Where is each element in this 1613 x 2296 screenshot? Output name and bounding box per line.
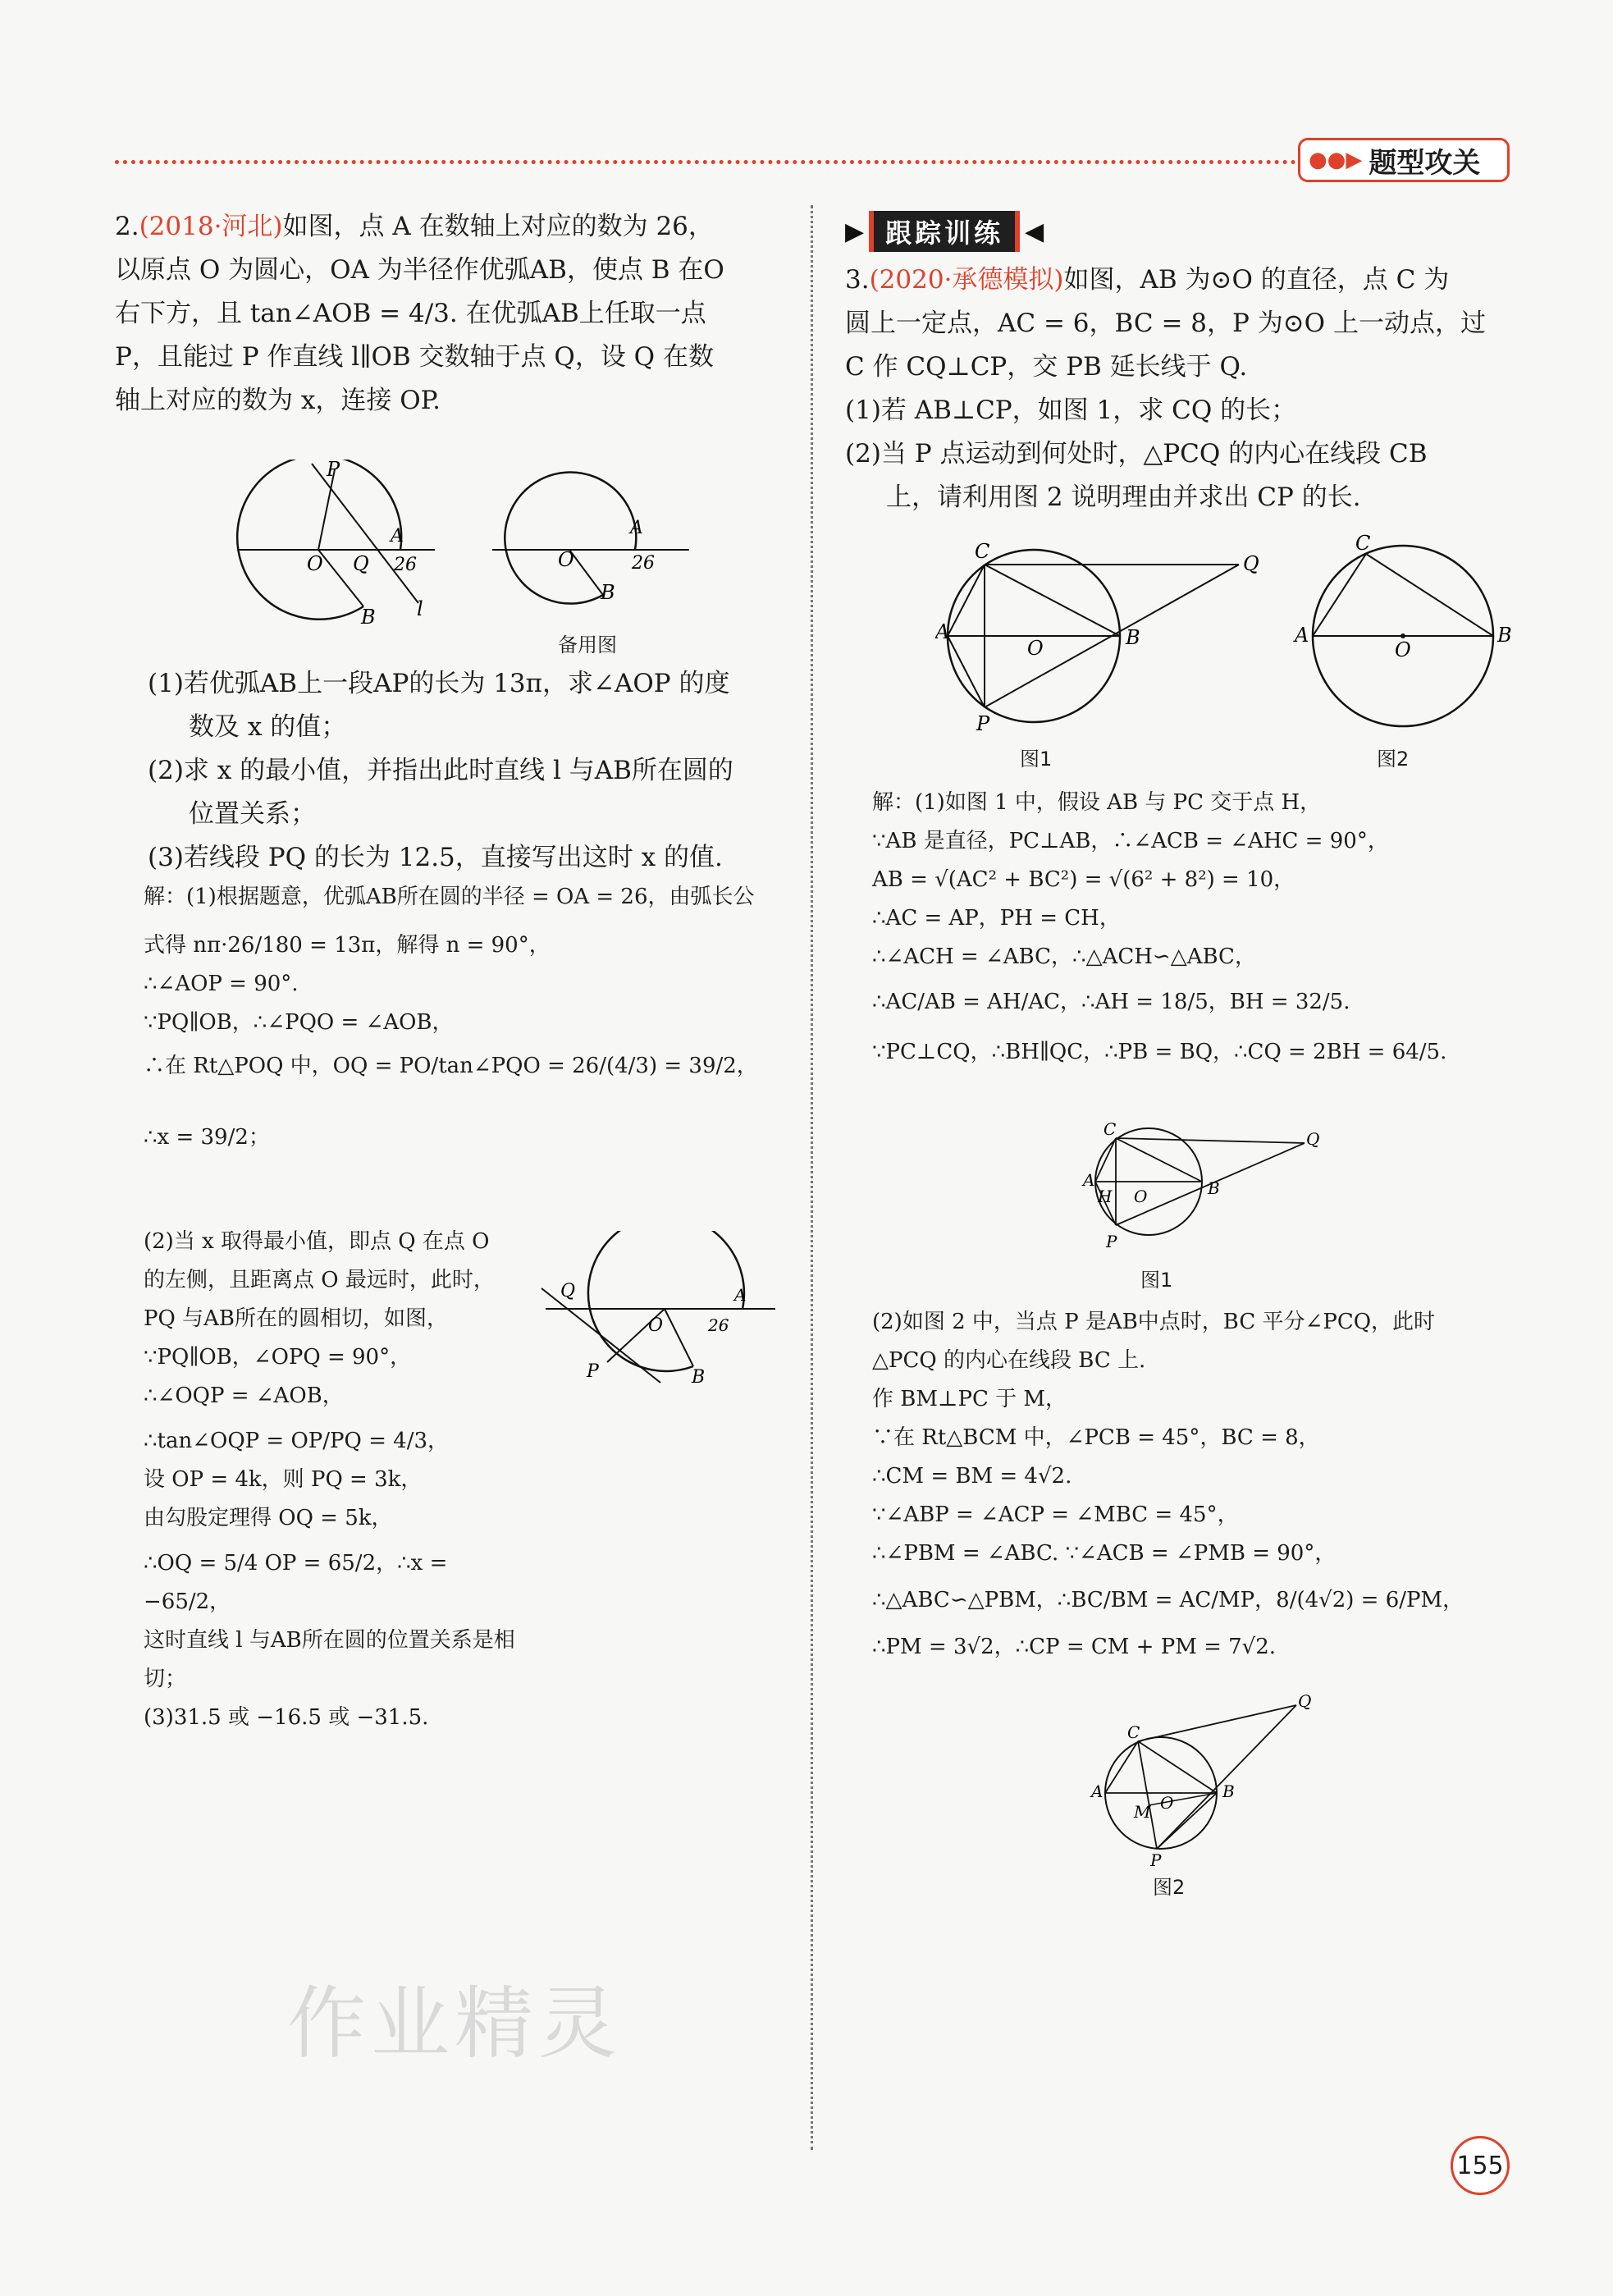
svg-text:B: B bbox=[1222, 1781, 1235, 1801]
triangle-right-icon: ▶ bbox=[845, 217, 865, 246]
q2-backup-caption: 备用图 bbox=[558, 633, 617, 656]
sol-line: ∴x = 39/2； bbox=[144, 1125, 270, 1150]
q2-solution-part2 bbox=[144, 1223, 537, 1737]
svg-text:A: A bbox=[935, 620, 950, 643]
svg-text:P: P bbox=[1106, 1232, 1117, 1251]
watermark: 作业精灵 bbox=[287, 1978, 622, 2070]
sol-line: 的左侧，且距离点 O 最远时，此时， bbox=[144, 1268, 495, 1292]
question-2 bbox=[115, 205, 788, 423]
q3-figures bbox=[935, 533, 1526, 755]
q3-fig2-caption: 图2 bbox=[1377, 748, 1410, 771]
sol-line: 解：(1)根据题意，优弧AB所在圆的半径 = OA = 26，由弧长公 bbox=[144, 885, 755, 909]
q2-figures bbox=[230, 460, 722, 648]
page-number: 155 bbox=[1451, 2136, 1510, 2195]
svg-text:B: B bbox=[1126, 626, 1140, 649]
q2-sub2b: 位置关系； bbox=[189, 799, 316, 829]
sol-line: ∴∠PBM = ∠ABC. ∵∠ACB = ∠PMB = 90°， bbox=[872, 1541, 1337, 1566]
q2-sub1b: 数及 x 的值； bbox=[189, 712, 347, 742]
sol-line: (3)31.5 或 −16.5 或 −31.5. bbox=[144, 1705, 429, 1730]
svg-text:P: P bbox=[1150, 1850, 1162, 1870]
header-dotted-rule bbox=[115, 160, 1296, 164]
q3-fig1-caption: 图1 bbox=[1020, 748, 1053, 771]
svg-text:A: A bbox=[630, 518, 643, 538]
sol-line: (2)当 x 取得最小值，即点 Q 在点 O bbox=[144, 1229, 490, 1254]
svg-text:O: O bbox=[1027, 637, 1044, 660]
sol-line: 式得 nπ·26/180 = 13π，解得 n = 90°， bbox=[144, 933, 551, 958]
svg-text:B: B bbox=[1208, 1178, 1220, 1198]
svg-text:C: C bbox=[1127, 1722, 1140, 1742]
sol-line: △PCQ 的内心在线段 BC 上. bbox=[872, 1348, 1146, 1373]
section-label: 跟踪训练 bbox=[869, 211, 1020, 252]
q2-sub1: (1)若优弧AB上一段AP的长为 13π，求∠AOP 的度 bbox=[148, 669, 730, 698]
svg-text:O: O bbox=[1395, 638, 1411, 661]
sol-line: ∴∠AOP = 90°. bbox=[144, 972, 299, 996]
question-3 bbox=[845, 258, 1526, 519]
svg-text:Q: Q bbox=[560, 1281, 576, 1301]
svg-text:A: A bbox=[1295, 624, 1309, 647]
svg-text:Q: Q bbox=[1243, 552, 1259, 575]
column-divider bbox=[811, 205, 813, 2150]
q3-line-2: 圆上一定点，AC = 6，BC = 8，P 为⊙O 上一动点，过 bbox=[845, 309, 1486, 338]
q3-figure-1 bbox=[935, 540, 1259, 735]
sol-line: ∵PQ∥OB，∴∠PQO = ∠AOB， bbox=[144, 1010, 454, 1035]
svg-text:C: C bbox=[975, 540, 990, 563]
sol-line: AB = √(AC² + BC²) = √(6² + 8²) = 10， bbox=[872, 867, 1295, 892]
svg-text:26: 26 bbox=[708, 1315, 729, 1335]
sol-line: ∴∠OQP = ∠AOB， bbox=[144, 1384, 344, 1408]
sol-line: 设 OP = 4k，则 PQ = 3k， bbox=[144, 1467, 423, 1492]
svg-text:P: P bbox=[976, 712, 990, 735]
svg-text:P: P bbox=[587, 1361, 599, 1382]
sol-line: ∴△ABC∽△PBM，∴BC/BM = AC/MP，8/(4√2) = 6/PM， bbox=[872, 1588, 1464, 1612]
sol-line: ∴PM = 3√2，∴CP = CM + PM = 7√2. bbox=[872, 1635, 1277, 1659]
svg-text:A: A bbox=[1091, 1781, 1104, 1801]
triangle-left-icon: ◀ bbox=[1025, 217, 1044, 246]
svg-text:Q: Q bbox=[1306, 1129, 1320, 1149]
sol-line: ∴CM = BM = 4√2. bbox=[872, 1464, 1072, 1489]
section-header-tag bbox=[1298, 138, 1510, 182]
q2-subquestions bbox=[148, 662, 796, 880]
svg-text:B: B bbox=[1497, 624, 1512, 647]
q2-line-1: 2.(2018·河北)如图，点 A 在数轴上对应的数为 26， bbox=[115, 212, 714, 241]
arrow-right-icon: ●●▶ bbox=[1309, 148, 1363, 172]
sol-line: ∴AC = AP，PH = CH， bbox=[872, 906, 1121, 931]
sol-line: 解：(1)如图 1 中，假设 AB 与 PC 交于点 H， bbox=[872, 790, 1322, 815]
q2-solution-figure bbox=[537, 1231, 784, 1411]
sol-line: ∵∠ABP = ∠ACP = ∠MBC = 45°， bbox=[872, 1502, 1239, 1527]
q2-figure-backup bbox=[492, 473, 689, 604]
header-title: 题型攻关 bbox=[1369, 146, 1481, 180]
q2-solution-part1 bbox=[144, 878, 800, 1157]
label-Q: Q bbox=[353, 552, 369, 575]
sol-line: 作 BM⊥PC 于 M， bbox=[872, 1387, 1067, 1411]
q2-figure-main bbox=[237, 460, 435, 629]
label-26: 26 bbox=[394, 555, 417, 575]
sol-line: (2)如图 2 中，当点 P 是AB中点时，BC 平分∠PCQ，此时 bbox=[872, 1310, 1436, 1334]
sol-line: ∵PC⊥CQ，∴BH∥QC，∴PB = BQ，∴CQ = 2BH = 64/5. bbox=[872, 1040, 1447, 1064]
svg-text:B: B bbox=[601, 581, 615, 604]
q3-source: (2020·承德模拟) bbox=[869, 265, 1064, 295]
q2-line-5: 轴上对应的数为 x，连接 OP. bbox=[115, 386, 441, 415]
svg-text:O: O bbox=[1134, 1187, 1148, 1206]
svg-text:H: H bbox=[1098, 1187, 1113, 1206]
svg-text:O: O bbox=[558, 548, 574, 571]
svg-text:M: M bbox=[1134, 1802, 1151, 1822]
q2-line-4: P，且能过 P 作直线 l∥OB 交数轴于点 Q，设 Q 在数 bbox=[115, 342, 714, 372]
sol-line: ∴OQ = 5/4 OP = 65/2，∴x = −65/2， bbox=[144, 1551, 448, 1614]
sol-line: PQ 与AB所在的圆相切，如图， bbox=[144, 1306, 448, 1331]
svg-text:C: C bbox=[1355, 533, 1371, 555]
svg-text:A: A bbox=[1083, 1170, 1095, 1190]
label-B: B bbox=[361, 606, 376, 629]
q3-solution-figure-2 bbox=[1083, 1690, 1329, 1871]
q3-solution-part1 bbox=[872, 784, 1528, 1072]
svg-text:C: C bbox=[1104, 1120, 1117, 1139]
svg-text:B: B bbox=[692, 1367, 706, 1388]
q2-sub2: (2)求 x 的最小值，并指出此时直线 l 与AB所在圆的 bbox=[148, 756, 733, 785]
label-A: A bbox=[391, 526, 404, 547]
q3-line-1: 3.(2020·承德模拟)如图，AB 为⊙O 的直径，点 C 为 bbox=[845, 265, 1450, 295]
svg-text:O: O bbox=[1160, 1793, 1174, 1813]
sol-line: ∴tan∠OQP = OP/PQ = 4/3， bbox=[144, 1429, 449, 1453]
label-P: P bbox=[327, 460, 340, 481]
tracking-practice-badge bbox=[845, 211, 1058, 252]
sol-line: ∴在 Rt△POQ 中，OQ = PO/tan∠PQO = 26/(4/3) = 39/2， bbox=[144, 1054, 758, 1078]
q3-solution-figure-1 bbox=[1067, 1120, 1329, 1260]
q3-solution-part2 bbox=[872, 1303, 1528, 1667]
q3-line-5: (2)当 P 点运动到何处时，△PCQ 的内心在线段 CB bbox=[845, 439, 1428, 469]
svg-text:O: O bbox=[648, 1315, 664, 1336]
sol-line: 这时直线 l 与AB所在圆的位置关系是相切； bbox=[144, 1628, 515, 1691]
svg-text:Q: Q bbox=[1298, 1691, 1312, 1711]
q3-figure-2 bbox=[1293, 533, 1512, 726]
label-O: O bbox=[307, 552, 323, 575]
sol-line: ∵AB 是直径，PC⊥AB，∴∠ACB = ∠AHC = 90°， bbox=[872, 829, 1389, 853]
sol-line: ∵PQ∥OB，∠OPQ = 90°， bbox=[144, 1345, 412, 1370]
q2-source: (2018·河北) bbox=[139, 212, 283, 241]
svg-text:26: 26 bbox=[632, 553, 655, 574]
q3-solution-fig1-caption: 图1 bbox=[1140, 1269, 1173, 1292]
q2-line-3: 右下方，且 tan∠AOB = 4/3. 在优弧AB上任取一点 bbox=[115, 299, 706, 328]
q3-solution-fig2-caption: 图2 bbox=[1153, 1876, 1186, 1899]
q2-sub3: (3)若线段 PQ 的长为 12.5，直接写出这时 x 的值. bbox=[148, 843, 723, 872]
svg-text:A: A bbox=[734, 1285, 747, 1305]
q3-line-6: 上，请利用图 2 说明理由并求出 CP 的长. bbox=[886, 483, 1361, 512]
q3-line-3: C 作 CQ⊥CP，交 PB 延长线于 Q. bbox=[845, 352, 1248, 382]
sol-line: ∵在 Rt△BCM 中，∠PCB = 45°，BC = 8， bbox=[872, 1425, 1320, 1450]
sol-line: 由勾股定理得 OQ = 5k， bbox=[144, 1506, 393, 1530]
sol-line: ∴∠ACH = ∠ABC，∴△ACH∽△ABC， bbox=[872, 944, 1256, 969]
sol-line: ∴AC/AB = AH/AC，∴AH = 18/5，BH = 32/5. bbox=[872, 990, 1350, 1014]
q3-line-4: (1)若 AB⊥CP，如图 1，求 CQ 的长； bbox=[845, 396, 1297, 425]
label-l: l bbox=[417, 597, 423, 620]
q2-line-2: 以原点 O 为圆心，OA 为半径作优弧AB，使点 B 在O bbox=[115, 255, 724, 285]
